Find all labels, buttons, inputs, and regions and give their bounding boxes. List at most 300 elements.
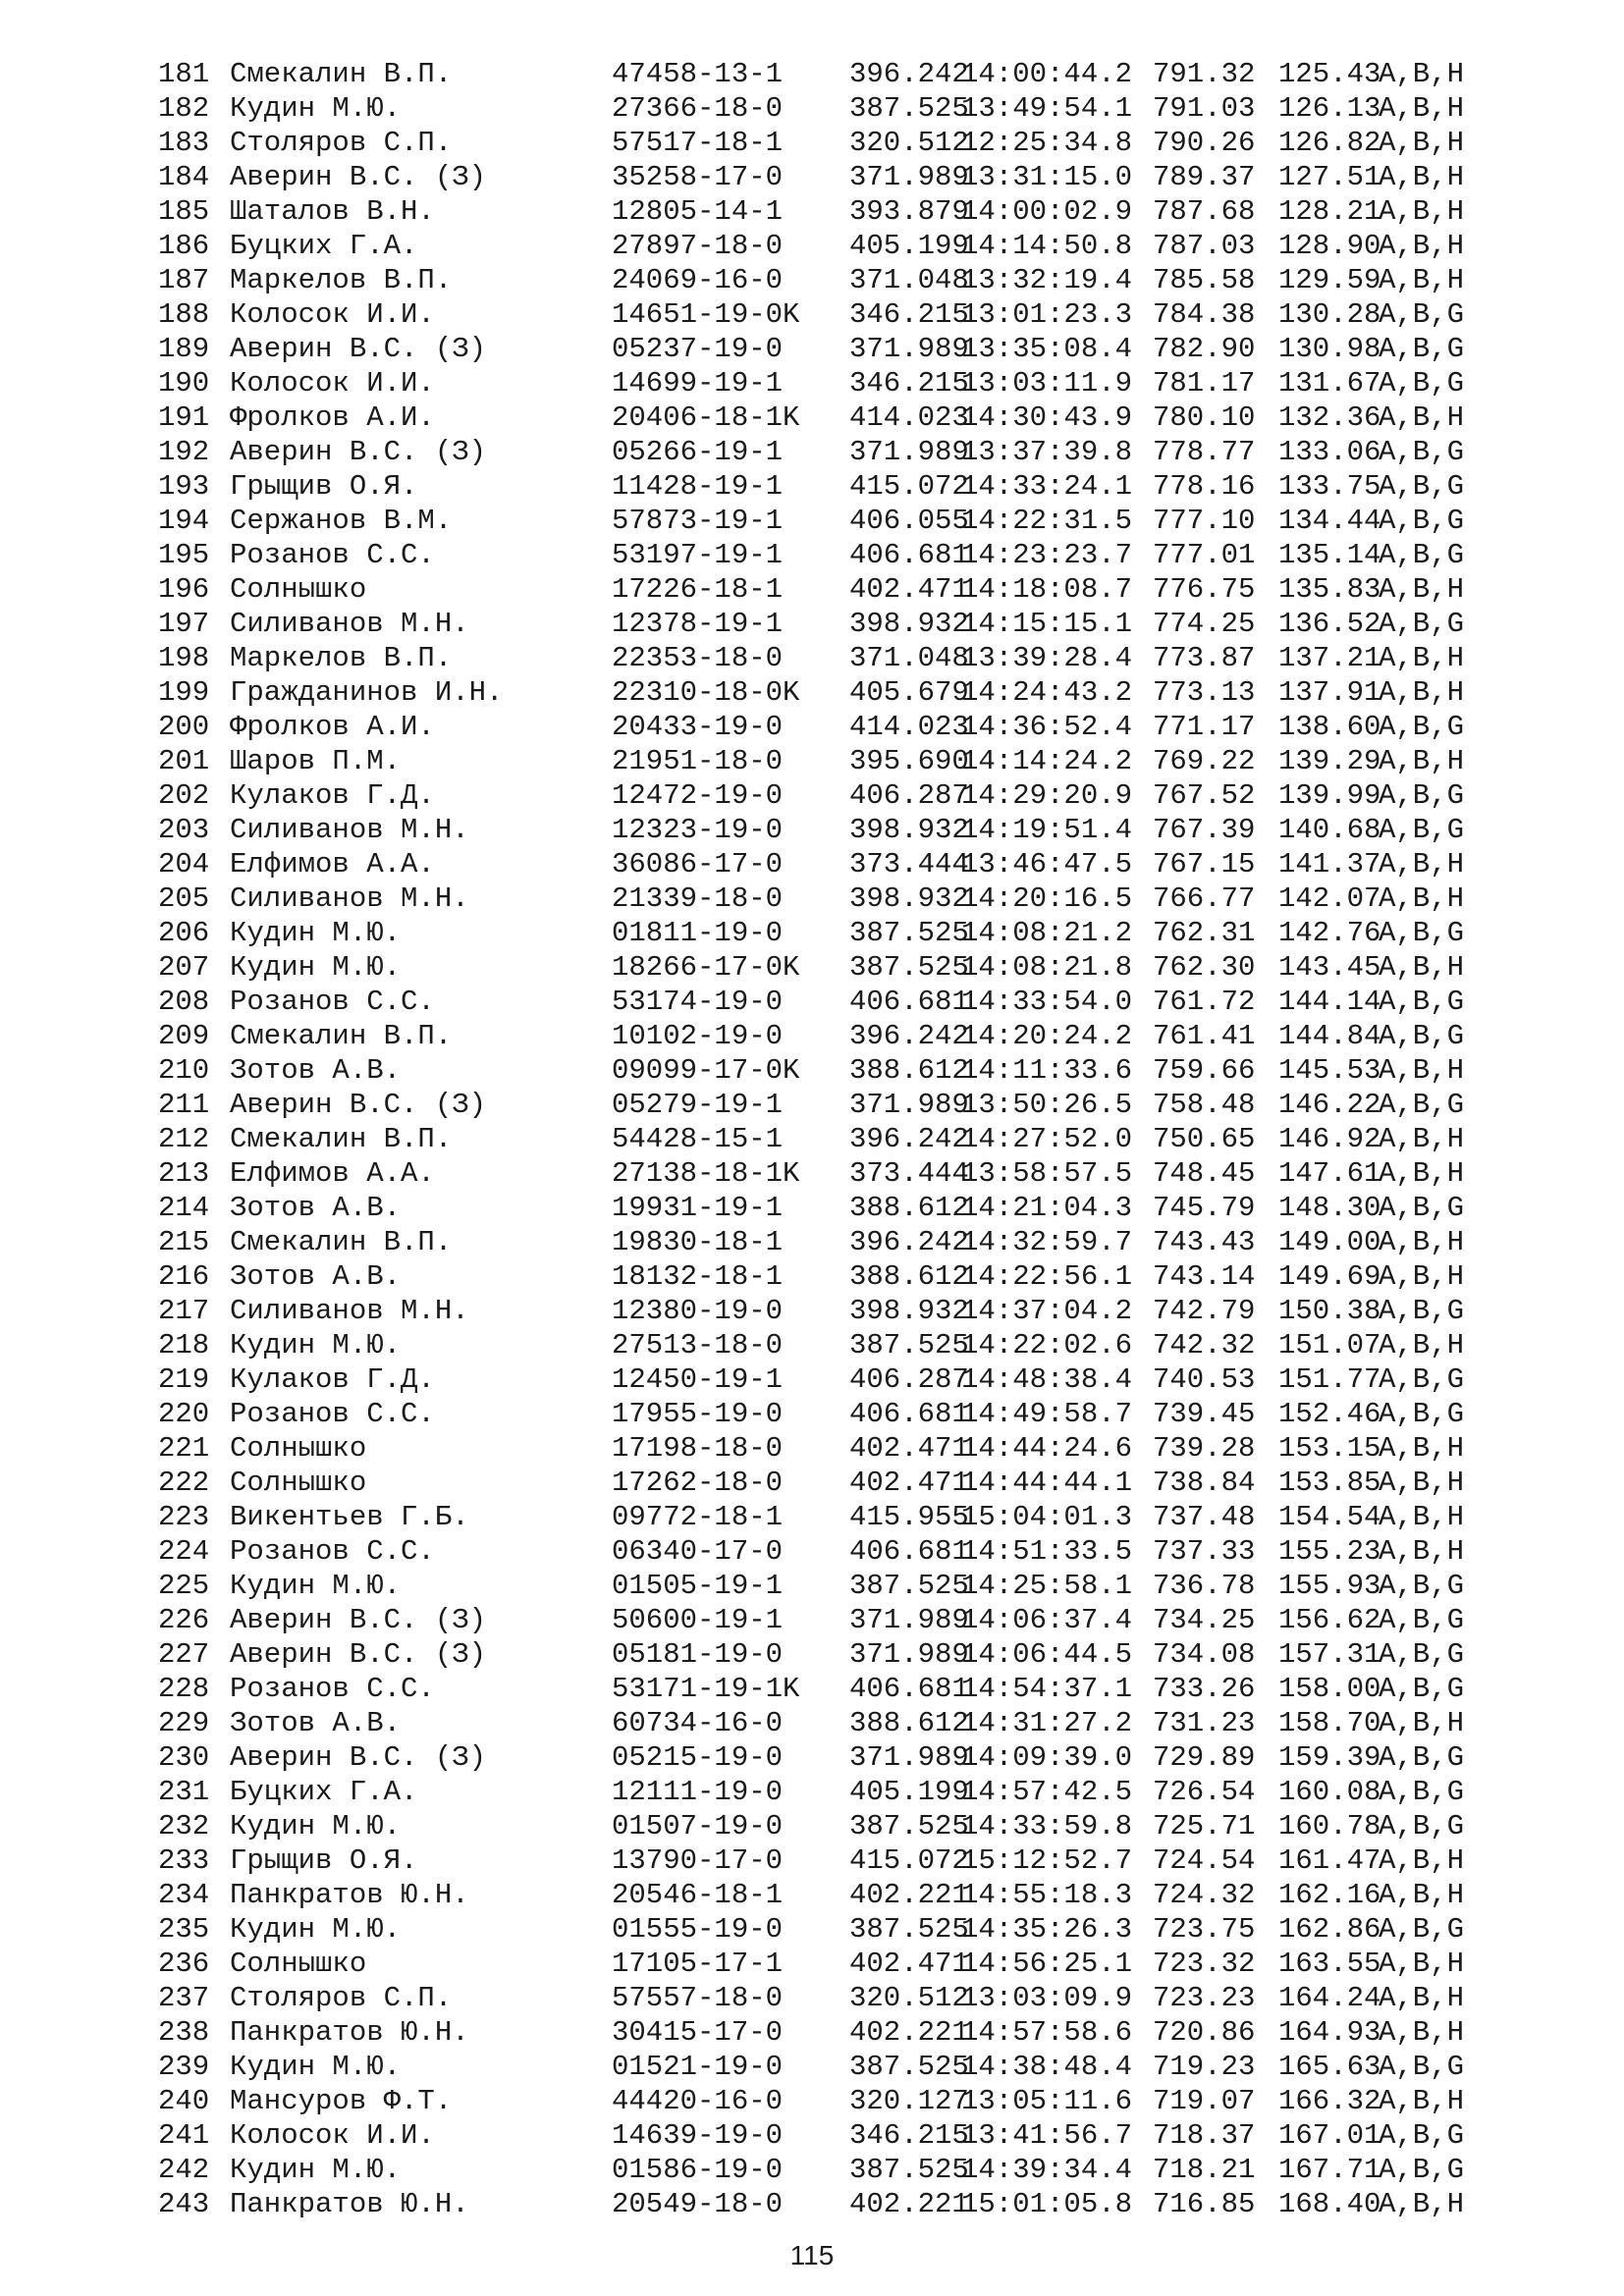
flags: A,B,G xyxy=(1379,1089,1465,1121)
distance: 387.525 xyxy=(849,951,969,984)
coefficient: 159.39 xyxy=(1278,1741,1381,1774)
place-number: 211 xyxy=(158,1089,210,1121)
ring-number: 01586-19-0 xyxy=(612,2154,784,2186)
flags: A,B,H xyxy=(1379,1329,1465,1362)
participant-name: Силиванов М.Н. xyxy=(230,814,469,846)
coefficient: 139.29 xyxy=(1278,745,1381,777)
place-number: 182 xyxy=(158,92,210,125)
speed: 787.68 xyxy=(1153,195,1256,228)
coefficient: 136.52 xyxy=(1278,608,1381,640)
flags: A,B,H xyxy=(1379,951,1465,984)
speed: 724.54 xyxy=(1153,1844,1256,1877)
coefficient: 146.22 xyxy=(1278,1089,1381,1121)
ring-number: 30415-17-0 xyxy=(612,2016,784,2049)
place-number: 228 xyxy=(158,1673,210,1705)
speed: 778.77 xyxy=(1153,436,1256,468)
table-row xyxy=(158,538,1477,572)
speed: 785.58 xyxy=(1153,264,1256,296)
table-row xyxy=(158,1843,1477,1878)
coefficient: 133.06 xyxy=(1278,436,1381,468)
participant-name: Силиванов М.Н. xyxy=(230,1295,469,1327)
distance: 388.612 xyxy=(849,1054,969,1087)
participant-name: Гражданинов И.Н. xyxy=(230,676,504,709)
participant-name: Силиванов М.Н. xyxy=(230,882,469,915)
flags: A,B,H xyxy=(1379,1982,1465,2014)
distance: 387.525 xyxy=(849,917,969,949)
table-row xyxy=(158,1878,1477,1912)
place-number: 183 xyxy=(158,127,210,159)
flags: A,B,G xyxy=(1379,2051,1465,2083)
table-row xyxy=(158,2050,1477,2084)
flags: A,B,H xyxy=(1379,92,1465,125)
table-row xyxy=(158,985,1477,1019)
ring-number: 20406-18-1K xyxy=(612,401,800,434)
flags: A,B,G xyxy=(1379,1295,1465,1327)
ring-number: 21951-18-0 xyxy=(612,745,784,777)
ring-number: 01505-19-1 xyxy=(612,1570,784,1602)
participant-name: Грыщив О.Я. xyxy=(230,1844,418,1877)
table-row xyxy=(158,469,1477,504)
place-number: 216 xyxy=(158,1260,210,1293)
place-number: 218 xyxy=(158,1329,210,1362)
flags: A,B,G xyxy=(1379,1810,1465,1842)
coefficient: 125.43 xyxy=(1278,58,1381,90)
distance: 387.525 xyxy=(849,92,969,125)
arrival-time: 15:04:01.3 xyxy=(961,1501,1133,1533)
arrival-time: 14:15:15.1 xyxy=(961,608,1133,640)
arrival-time: 14:55:18.3 xyxy=(961,1879,1133,1911)
distance: 406.055 xyxy=(849,505,969,537)
table-row xyxy=(158,1981,1477,2015)
coefficient: 154.54 xyxy=(1278,1501,1381,1533)
table-row xyxy=(158,2153,1477,2187)
flags: A,B,H xyxy=(1379,1432,1465,1465)
table-row xyxy=(158,332,1477,366)
coefficient: 142.76 xyxy=(1278,917,1381,949)
arrival-time: 14:44:24.6 xyxy=(961,1432,1133,1465)
table-row xyxy=(158,1672,1477,1706)
table-row xyxy=(158,881,1477,916)
distance: 373.444 xyxy=(849,848,969,881)
ring-number: 17105-17-1 xyxy=(612,1948,784,1980)
table-row xyxy=(158,1603,1477,1637)
table-row xyxy=(158,1706,1477,1740)
speed: 723.75 xyxy=(1153,1913,1256,1946)
speed: 771.17 xyxy=(1153,711,1256,743)
table-row xyxy=(158,1259,1477,1294)
ring-number: 17955-19-0 xyxy=(612,1398,784,1430)
participant-name: Розанов С.С. xyxy=(230,986,435,1018)
participant-name: Шаров П.М. xyxy=(230,745,402,777)
participant-name: Розанов С.С. xyxy=(230,1535,435,1568)
speed: 761.72 xyxy=(1153,986,1256,1018)
flags: A,B,H xyxy=(1379,127,1465,159)
speed: 773.87 xyxy=(1153,642,1256,674)
ring-number: 20549-18-0 xyxy=(612,2188,784,2220)
ring-number: 27138-18-1K xyxy=(612,1157,800,1190)
coefficient: 155.93 xyxy=(1278,1570,1381,1602)
speed: 777.10 xyxy=(1153,505,1256,537)
ring-number: 36086-17-0 xyxy=(612,848,784,881)
coefficient: 133.75 xyxy=(1278,470,1381,503)
flags: A,B,G xyxy=(1379,333,1465,365)
place-number: 212 xyxy=(158,1123,210,1155)
arrival-time: 14:27:52.0 xyxy=(961,1123,1133,1155)
table-row xyxy=(158,1122,1477,1156)
ring-number: 21339-18-0 xyxy=(612,882,784,915)
coefficient: 167.01 xyxy=(1278,2119,1381,2152)
table-row xyxy=(158,847,1477,881)
distance: 371.989 xyxy=(849,1604,969,1636)
table-row xyxy=(158,1500,1477,1534)
distance: 398.932 xyxy=(849,608,969,640)
table-row xyxy=(158,710,1477,744)
participant-name: Солнышко xyxy=(230,1467,367,1499)
flags: A,B,G xyxy=(1379,1604,1465,1636)
coefficient: 137.91 xyxy=(1278,676,1381,709)
table-row xyxy=(158,2118,1477,2153)
distance: 402.471 xyxy=(849,573,969,606)
ring-number: 05181-19-0 xyxy=(612,1638,784,1671)
arrival-time: 14:31:27.2 xyxy=(961,1707,1133,1739)
table-row xyxy=(158,57,1477,91)
distance: 320.512 xyxy=(849,127,969,159)
speed: 781.17 xyxy=(1153,367,1256,400)
arrival-time: 13:39:28.4 xyxy=(961,642,1133,674)
ring-number: 01811-19-0 xyxy=(612,917,784,949)
participant-name: Розанов С.С. xyxy=(230,539,435,571)
table-row xyxy=(158,1397,1477,1431)
flags: A,B,H xyxy=(1379,1260,1465,1293)
arrival-time: 14:09:39.0 xyxy=(961,1741,1133,1774)
table-row xyxy=(158,675,1477,710)
table-row xyxy=(158,1466,1477,1500)
place-number: 192 xyxy=(158,436,210,468)
place-number: 225 xyxy=(158,1570,210,1602)
table-row xyxy=(158,366,1477,400)
ring-number: 14651-19-0K xyxy=(612,298,800,331)
arrival-time: 14:22:56.1 xyxy=(961,1260,1133,1293)
coefficient: 167.71 xyxy=(1278,2154,1381,2186)
place-number: 227 xyxy=(158,1638,210,1671)
speed: 787.03 xyxy=(1153,230,1256,262)
speed: 766.77 xyxy=(1153,882,1256,915)
flags: A,B,H xyxy=(1379,2085,1465,2117)
ring-number: 05266-19-1 xyxy=(612,436,784,468)
ring-number: 27366-18-0 xyxy=(612,92,784,125)
flags: A,B,G xyxy=(1379,608,1465,640)
place-number: 214 xyxy=(158,1192,210,1224)
distance: 402.221 xyxy=(849,2016,969,2049)
distance: 371.989 xyxy=(849,1089,969,1121)
coefficient: 165.63 xyxy=(1278,2051,1381,2083)
ring-number: 09772-18-1 xyxy=(612,1501,784,1533)
coefficient: 149.69 xyxy=(1278,1260,1381,1293)
distance: 373.444 xyxy=(849,1157,969,1190)
speed: 791.03 xyxy=(1153,92,1256,125)
ring-number: 53171-19-1K xyxy=(612,1673,800,1705)
table-row xyxy=(158,1809,1477,1843)
place-number: 203 xyxy=(158,814,210,846)
flags: A,B,G xyxy=(1379,711,1465,743)
arrival-time: 14:08:21.2 xyxy=(961,917,1133,949)
ring-number: 12323-19-0 xyxy=(612,814,784,846)
distance: 387.525 xyxy=(849,1570,969,1602)
place-number: 197 xyxy=(158,608,210,640)
coefficient: 137.21 xyxy=(1278,642,1381,674)
distance: 371.989 xyxy=(849,436,969,468)
flags: A,B,H xyxy=(1379,1226,1465,1258)
place-number: 221 xyxy=(158,1432,210,1465)
distance: 406.681 xyxy=(849,986,969,1018)
distance: 402.471 xyxy=(849,1432,969,1465)
place-number: 231 xyxy=(158,1776,210,1808)
place-number: 242 xyxy=(158,2154,210,2186)
flags: A,B,G xyxy=(1379,367,1465,400)
distance: 402.471 xyxy=(849,1467,969,1499)
flags: A,B,G xyxy=(1379,2119,1465,2152)
distance: 415.072 xyxy=(849,470,969,503)
coefficient: 153.15 xyxy=(1278,1432,1381,1465)
arrival-time: 13:46:47.5 xyxy=(961,848,1133,881)
table-row xyxy=(158,572,1477,607)
coefficient: 127.51 xyxy=(1278,161,1381,193)
ring-number: 09099-17-0K xyxy=(612,1054,800,1087)
table-row xyxy=(158,1569,1477,1603)
speed: 739.45 xyxy=(1153,1398,1256,1430)
table-row xyxy=(158,126,1477,160)
arrival-time: 14:19:51.4 xyxy=(961,814,1133,846)
place-number: 196 xyxy=(158,573,210,606)
speed: 773.13 xyxy=(1153,676,1256,709)
coefficient: 149.00 xyxy=(1278,1226,1381,1258)
coefficient: 152.46 xyxy=(1278,1398,1381,1430)
distance: 393.879 xyxy=(849,195,969,228)
place-number: 210 xyxy=(158,1054,210,1087)
arrival-time: 13:49:54.1 xyxy=(961,92,1133,125)
arrival-time: 14:08:21.8 xyxy=(961,951,1133,984)
distance: 396.242 xyxy=(849,58,969,90)
place-number: 233 xyxy=(158,1844,210,1877)
table-row xyxy=(158,1947,1477,1981)
ring-number: 06340-17-0 xyxy=(612,1535,784,1568)
arrival-time: 14:33:54.0 xyxy=(961,986,1133,1018)
ring-number: 22310-18-0K xyxy=(612,676,800,709)
ring-number: 19830-18-1 xyxy=(612,1226,784,1258)
flags: A,B,H xyxy=(1379,58,1465,90)
arrival-time: 14:32:59.7 xyxy=(961,1226,1133,1258)
speed: 739.28 xyxy=(1153,1432,1256,1465)
distance: 387.525 xyxy=(849,1913,969,1946)
arrival-time: 13:01:23.3 xyxy=(961,298,1133,331)
coefficient: 156.62 xyxy=(1278,1604,1381,1636)
table-row xyxy=(158,297,1477,332)
ring-number: 53197-19-1 xyxy=(612,539,784,571)
arrival-time: 13:50:26.5 xyxy=(961,1089,1133,1121)
speed: 723.32 xyxy=(1153,1948,1256,1980)
speed: 759.66 xyxy=(1153,1054,1256,1087)
coefficient: 150.38 xyxy=(1278,1295,1381,1327)
place-number: 230 xyxy=(158,1741,210,1774)
flags: A,B,H xyxy=(1379,1879,1465,1911)
ring-number: 22353-18-0 xyxy=(612,642,784,674)
results-table xyxy=(158,57,1477,2221)
place-number: 213 xyxy=(158,1157,210,1190)
table-row xyxy=(158,916,1477,950)
participant-name: Аверин В.С. (З) xyxy=(230,1638,487,1671)
flags: A,B,G xyxy=(1379,539,1465,571)
participant-name: Смекалин В.П. xyxy=(230,1123,453,1155)
flags: A,B,G xyxy=(1379,1638,1465,1671)
coefficient: 139.99 xyxy=(1278,779,1381,812)
table-row xyxy=(158,1191,1477,1225)
flags: A,B,H xyxy=(1379,1535,1465,1568)
participant-name: Шаталов В.Н. xyxy=(230,195,435,228)
place-number: 190 xyxy=(158,367,210,400)
place-number: 195 xyxy=(158,539,210,571)
table-row xyxy=(158,1019,1477,1053)
ring-number: 27897-18-0 xyxy=(612,230,784,262)
ring-number: 57517-18-1 xyxy=(612,127,784,159)
speed: 729.89 xyxy=(1153,1741,1256,1774)
coefficient: 166.32 xyxy=(1278,2085,1381,2117)
coefficient: 135.83 xyxy=(1278,573,1381,606)
place-number: 187 xyxy=(158,264,210,296)
participant-name: Зотов А.В. xyxy=(230,1260,402,1293)
arrival-time: 15:01:05.8 xyxy=(961,2188,1133,2220)
place-number: 208 xyxy=(158,986,210,1018)
speed: 724.32 xyxy=(1153,1879,1256,1911)
flags: A,B,G xyxy=(1379,1363,1465,1396)
table-row xyxy=(158,263,1477,297)
flags: A,B,H xyxy=(1379,1054,1465,1087)
participant-name: Буцких Г.А. xyxy=(230,230,418,262)
place-number: 240 xyxy=(158,2085,210,2117)
speed: 784.38 xyxy=(1153,298,1256,331)
participant-name: Елфимов А.А. xyxy=(230,848,435,881)
ring-number: 54428-15-1 xyxy=(612,1123,784,1155)
distance: 405.679 xyxy=(849,676,969,709)
coefficient: 164.24 xyxy=(1278,1982,1381,2014)
coefficient: 131.67 xyxy=(1278,367,1381,400)
table-row xyxy=(158,1431,1477,1466)
speed: 723.23 xyxy=(1153,1982,1256,2014)
ring-number: 35258-17-0 xyxy=(612,161,784,193)
coefficient: 144.84 xyxy=(1278,1020,1381,1052)
table-row xyxy=(158,607,1477,641)
ring-number: 01507-19-0 xyxy=(612,1810,784,1842)
distance: 387.525 xyxy=(849,1810,969,1842)
table-row xyxy=(158,2187,1477,2221)
flags: A,B,G xyxy=(1379,1673,1465,1705)
coefficient: 164.93 xyxy=(1278,2016,1381,2049)
arrival-time: 14:22:31.5 xyxy=(961,505,1133,537)
speed: 743.43 xyxy=(1153,1226,1256,1258)
place-number: 206 xyxy=(158,917,210,949)
ring-number: 05215-19-0 xyxy=(612,1741,784,1774)
distance: 396.242 xyxy=(849,1226,969,1258)
speed: 718.21 xyxy=(1153,2154,1256,2186)
distance: 406.287 xyxy=(849,1363,969,1396)
coefficient: 140.68 xyxy=(1278,814,1381,846)
ring-number: 12380-19-0 xyxy=(612,1295,784,1327)
distance: 398.932 xyxy=(849,1295,969,1327)
place-number: 238 xyxy=(158,2016,210,2049)
arrival-time: 14:39:34.4 xyxy=(961,2154,1133,2186)
speed: 748.45 xyxy=(1153,1157,1256,1190)
speed: 734.08 xyxy=(1153,1638,1256,1671)
flags: A,B,H xyxy=(1379,2016,1465,2049)
flags: A,B,H xyxy=(1379,573,1465,606)
speed: 731.23 xyxy=(1153,1707,1256,1739)
coefficient: 168.40 xyxy=(1278,2188,1381,2220)
arrival-time: 14:33:24.1 xyxy=(961,470,1133,503)
flags: A,B,G xyxy=(1379,1741,1465,1774)
place-number: 237 xyxy=(158,1982,210,2014)
arrival-time: 14:29:20.9 xyxy=(961,779,1133,812)
coefficient: 141.37 xyxy=(1278,848,1381,881)
distance: 396.242 xyxy=(849,1123,969,1155)
distance: 371.989 xyxy=(849,1741,969,1774)
table-row xyxy=(158,160,1477,194)
table-row xyxy=(158,778,1477,813)
participant-name: Кудин М.Ю. xyxy=(230,1570,402,1602)
participant-name: Столяров С.П. xyxy=(230,127,453,159)
place-number: 205 xyxy=(158,882,210,915)
speed: 743.14 xyxy=(1153,1260,1256,1293)
arrival-time: 14:37:04.2 xyxy=(961,1295,1133,1327)
coefficient: 145.53 xyxy=(1278,1054,1381,1087)
speed: 769.22 xyxy=(1153,745,1256,777)
ring-number: 57557-18-0 xyxy=(612,1982,784,2014)
coefficient: 129.59 xyxy=(1278,264,1381,296)
flags: A,B,G xyxy=(1379,2154,1465,2186)
flags: A,B,H xyxy=(1379,1844,1465,1877)
place-number: 204 xyxy=(158,848,210,881)
place-number: 199 xyxy=(158,676,210,709)
place-number: 236 xyxy=(158,1948,210,1980)
speed: 745.79 xyxy=(1153,1192,1256,1224)
distance: 398.932 xyxy=(849,882,969,915)
distance: 402.471 xyxy=(849,1948,969,1980)
arrival-time: 14:57:58.6 xyxy=(961,2016,1133,2049)
speed: 736.78 xyxy=(1153,1570,1256,1602)
coefficient: 144.14 xyxy=(1278,986,1381,1018)
participant-name: Мансуров Ф.Т. xyxy=(230,2085,453,2117)
place-number: 188 xyxy=(158,298,210,331)
arrival-time: 14:24:43.2 xyxy=(961,676,1133,709)
speed: 738.84 xyxy=(1153,1467,1256,1499)
table-row xyxy=(158,1294,1477,1328)
participant-name: Аверин В.С. (З) xyxy=(230,1089,487,1121)
arrival-time: 13:58:57.5 xyxy=(961,1157,1133,1190)
ring-number: 17262-18-0 xyxy=(612,1467,784,1499)
arrival-time: 13:05:11.6 xyxy=(961,2085,1133,2117)
arrival-time: 14:48:38.4 xyxy=(961,1363,1133,1396)
arrival-time: 14:20:16.5 xyxy=(961,882,1133,915)
arrival-time: 14:30:43.9 xyxy=(961,401,1133,434)
flags: A,B,H xyxy=(1379,401,1465,434)
ring-number: 20546-18-1 xyxy=(612,1879,784,1911)
table-row xyxy=(158,1156,1477,1191)
distance: 406.681 xyxy=(849,1535,969,1568)
participant-name: Колосок И.И. xyxy=(230,2119,435,2152)
distance: 415.955 xyxy=(849,1501,969,1533)
flags: A,B,G xyxy=(1379,1398,1465,1430)
participant-name: Смекалин В.П. xyxy=(230,58,453,90)
participant-name: Розанов С.С. xyxy=(230,1673,435,1705)
arrival-time: 14:21:04.3 xyxy=(961,1192,1133,1224)
